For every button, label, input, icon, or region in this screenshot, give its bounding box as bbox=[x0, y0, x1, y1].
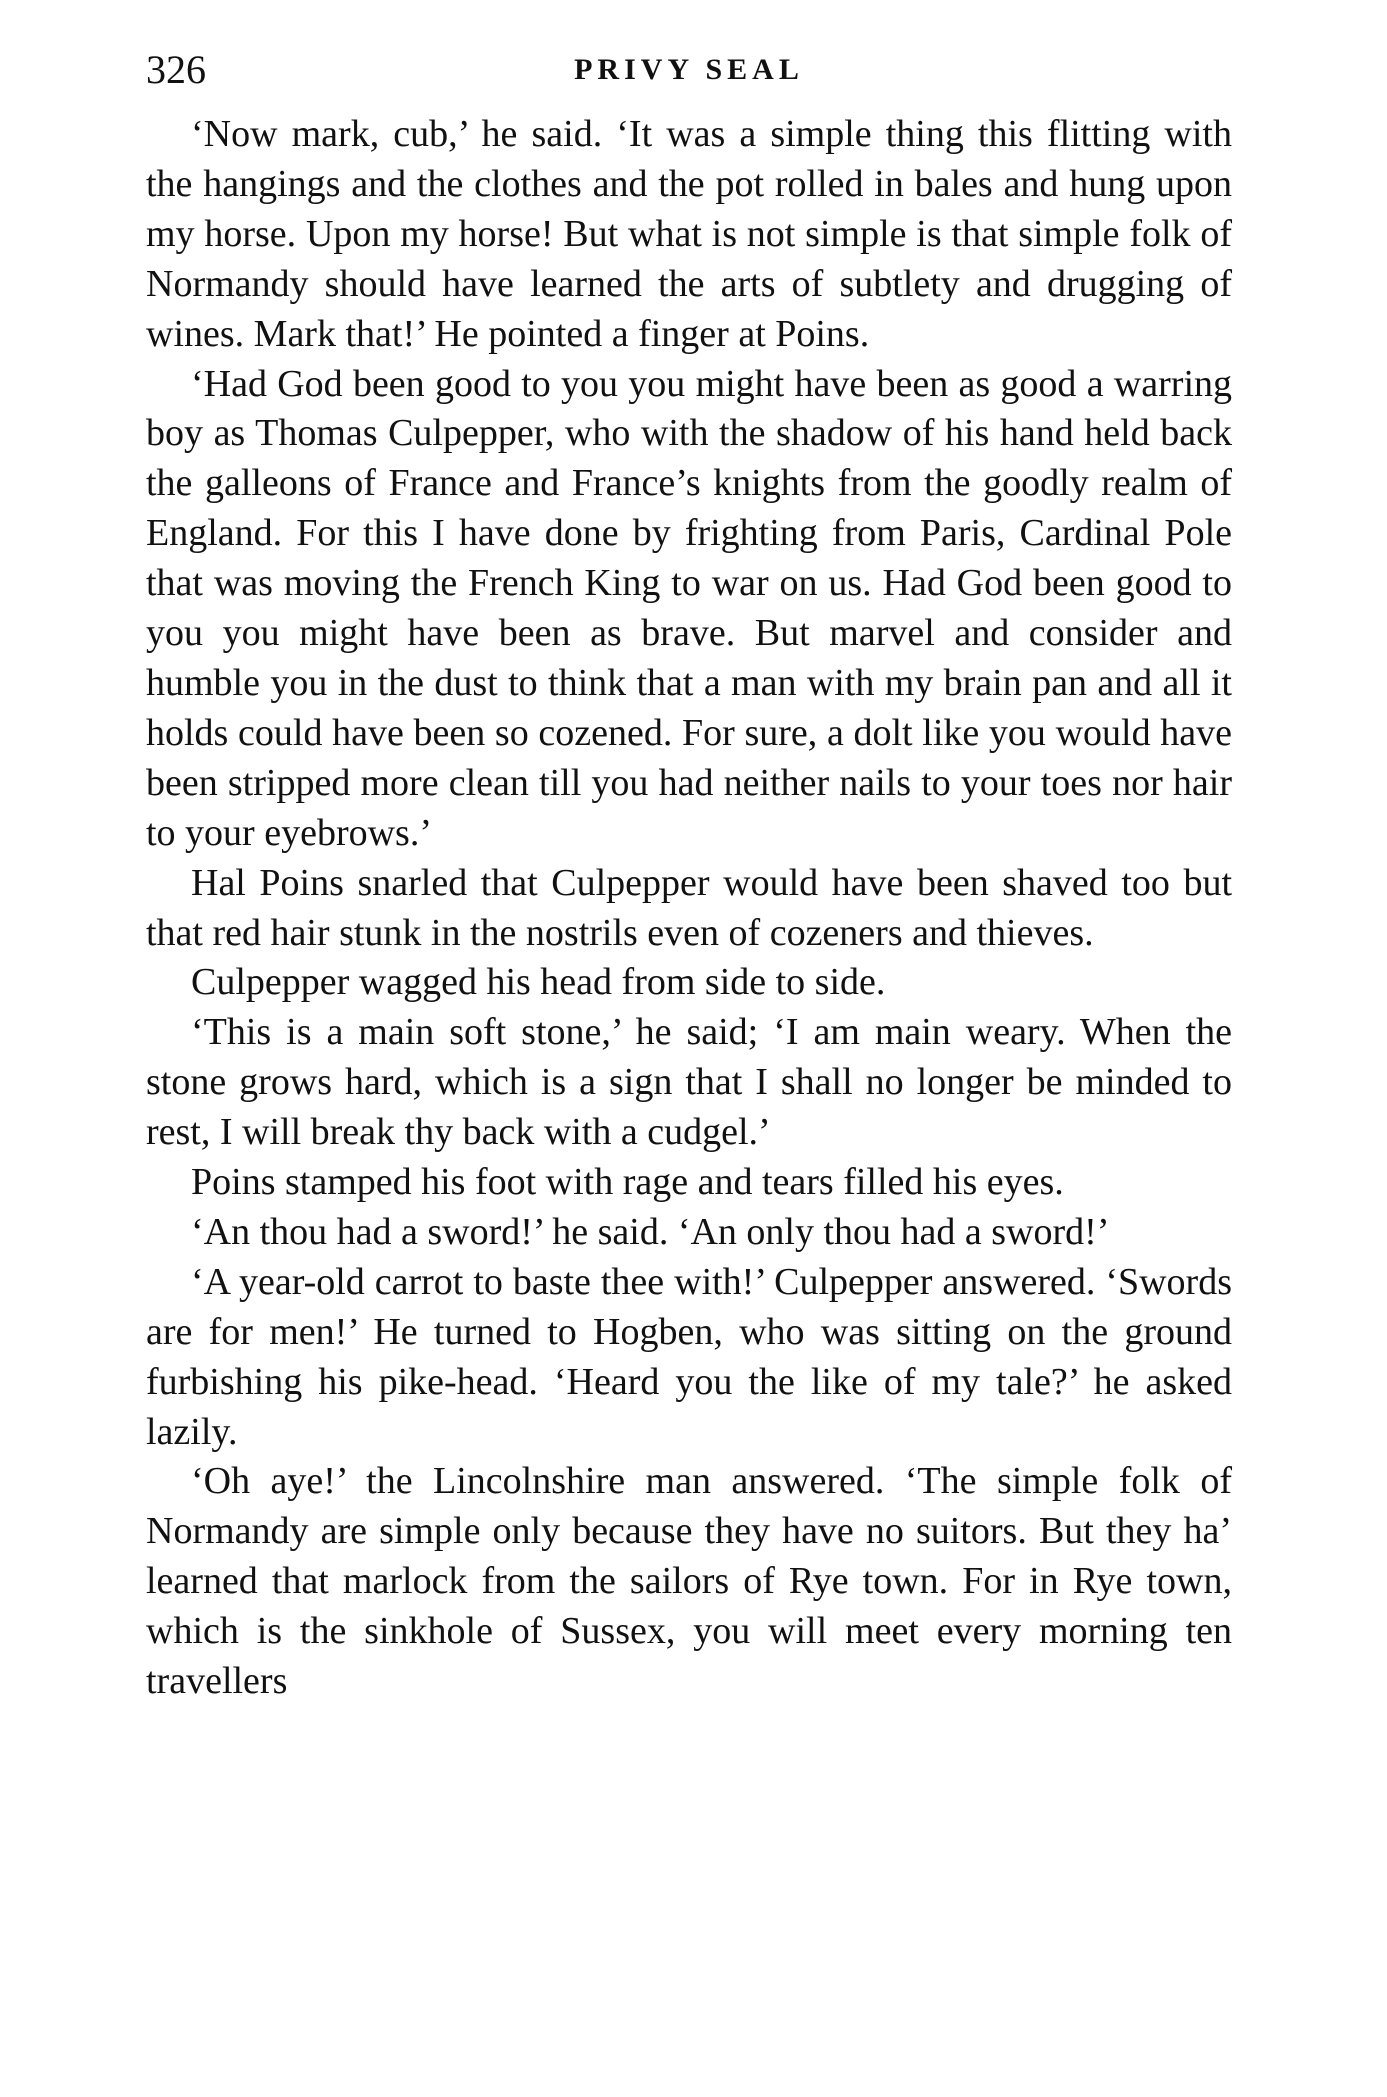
body-text bbox=[146, 110, 1232, 1707]
paragraph: Culpepper wagged his head from side to side. bbox=[191, 961, 886, 1004]
page-header bbox=[146, 40, 1232, 100]
running-title: PRIVY SEAL bbox=[574, 53, 804, 86]
paragraph: Hal Poins snarled that Culpepper would have been shaved too but that red hair stunk in the nostrils even of cozeners and thieves. bbox=[146, 861, 1232, 954]
paragraph: ‘Now mark, cub,’ he said. ‘It was a simple thing this flitting with the hangings and the clothes and the pot rolled in bales and hung upon my horse. Upon my horse! But what is not simple is that simple folk of Normandy should have learned the arts of subtlety and drugging of wines. Mark that!’ He pointed a finger at Poins. bbox=[146, 113, 1232, 355]
paragraph: ‘This is a main soft stone,’ he said; ‘I am main weary. When the stone grows hard, which is a sign that I shall no longer be minded to rest, I will break thy back with a cudgel.’ bbox=[146, 1011, 1232, 1154]
paragraph: ‘An thou had a sword!’ he said. ‘An only thou had a sword!’ bbox=[191, 1210, 1110, 1253]
page-number: 326 bbox=[146, 47, 206, 92]
paragraph: ‘Had God been good to you you might have been as good a warring boy as Thomas Culpepper, who with the shadow of his hand held back the galleons of France and France’s knights from the goodly realm of England. For this I have done by frighting from Paris, Cardinal Pole that was moving the French King to war on us. Had God been good to you you might have been as brave. But marvel and consider and humble you in the dust to think that a man with my brain pan and all it holds could have been so cozened. For sure, a dolt like you would have been stripped more clean till you had neither nails to your toes nor hair to your eyebrows.’ bbox=[146, 362, 1232, 854]
paragraph: ‘A year-old carrot to baste thee with!’ Culpepper answered. ‘Swords are for men!’ He turned to Hogben, who was sitting on the ground furbishing his pike-head. ‘Heard you the like of my tale?’ he asked lazily. bbox=[146, 1260, 1232, 1453]
paragraph: ‘Oh aye!’ the Lincolnshire man answered. ‘The simple folk of Normandy are simple only because they have no suitors. But they ha’ learned that marlock from the sailors of Rye town. For in Rye town, which is the sinkhole of Sussex, you will meet every morning ten travellers bbox=[146, 1460, 1232, 1703]
paragraph: Poins stamped his foot with rage and tears filled his eyes. bbox=[191, 1161, 1064, 1204]
